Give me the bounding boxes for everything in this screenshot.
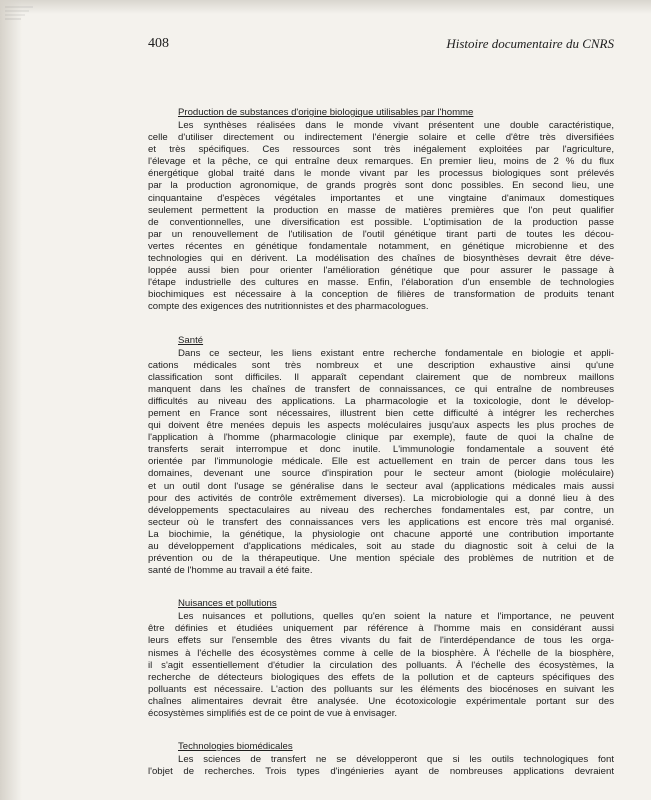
section-1 — [148, 330, 614, 578]
paragraph-line: domaines, devenant une source d'inspiration pour le secteur amont (biologie moléculaire) — [148, 468, 614, 480]
paragraph-line: prévention ou de la thérapeutique. Une mention spéciale des problèmes de nutrition et de — [148, 553, 614, 565]
section-0 — [148, 102, 614, 314]
paragraph-line: énergétique global traité dans le monde vivant par les processus biologiques sont prélevés — [148, 168, 614, 180]
page-header — [148, 36, 614, 56]
paragraph-line: leurs effets sur l'ensemble des êtres vivants du fait de l'interdépendance de tous les orga- — [148, 635, 614, 647]
paragraph-line: il s'agit essentiellement d'étudier la circulation des polluants. À l'échelle des écosystèmes, la — [148, 659, 614, 671]
section-heading: Production de substances d'origine biologique utilisables par l'homme — [178, 107, 474, 118]
scan-registration-mark — [0, 0, 46, 46]
paragraph-line: cations médicales sont très nombreux et une description exhaustive ainsi qu'une — [148, 359, 614, 371]
paragraph-line: de conventionnelles, une diversification est possible. L'optimisation de la production passe — [148, 216, 614, 228]
paragraph-line: l'élevage et la pêche, ce qui entraîne deux remarques. En premier lieu, moins de 2 % du flux — [148, 156, 614, 168]
paragraph-line: polluants est nécessaire. L'action des polluants sur les éléments des biocénoses en suivant les — [148, 683, 614, 695]
paragraph-line: chaînes alimentaires devrait être analysée. Une écotoxicologie expérimentale portant sur des — [148, 695, 614, 707]
paragraph-line: recherche de détecteurs biologiques des effets de la pollution et de capteurs spécifiques des — [148, 671, 614, 683]
page-number: 408 — [148, 36, 169, 51]
paragraph-line: l'application à l'homme (pharmacologie clinique par exemple), faute de quoi la chaîne de — [148, 432, 614, 444]
paragraph-line: nismes à l'échelle des écosystèmes comme à celle de la biosphère. À l'échelle de la biosphère, — [148, 647, 614, 659]
paragraph-line: et très spécifiques. Ces ressources sont très inégalement exploitées par l'agriculture, — [148, 144, 614, 156]
paragraph-line: pour des activités de contrôle extrêmement diverses). La microbiologie qui a donné lieu à des — [148, 492, 614, 504]
document-body — [148, 102, 614, 778]
paragraph-line: difficultés au niveau des applications. La pharmacologie et la toxicologie, dont le dévelop- — [148, 395, 614, 407]
section-3 — [148, 736, 614, 778]
document-page — [148, 36, 614, 794]
paragraph-line: développements spectaculaires au niveau des recherches fondamentales est, par contre, un — [148, 504, 614, 516]
paragraph-line: l'objet de recherches. Trois types d'ingénieries ayant de nombreuses applications devraient — [148, 766, 614, 778]
paragraph-line: manquent dans les chaînes de transfert de connaissances, ce qui entraîne de nombreuses — [148, 383, 614, 395]
paragraph-line: seulement permettent la production en masse de matières premières que l'on peut qualifier — [148, 204, 614, 216]
paragraph-line: par un renouvellement de l'utilisation de l'outil génétique tirant parti de toutes les décou- — [148, 228, 614, 240]
scan-shadow-left — [0, 0, 22, 800]
paragraph-line: La biochimie, la génétique, la physiologie ont chacune apporté une contribution importante — [148, 528, 614, 540]
paragraph-line: au développement d'applications médicales, soit au stade du diagnostic soit à celui de la — [148, 541, 614, 552]
paragraph-line: vertes récentes en génétique fondamentale notamment, en génétique microbienne et des — [148, 240, 614, 252]
paragraph-line: et un outil dont l'usage se généralise dans le secteur aval (applications médicales mais aussi — [148, 480, 614, 492]
section-2 — [148, 593, 614, 720]
paragraph-line: santé de l'homme au travail a été faite. — [148, 565, 313, 577]
paragraph-line: qui doivent être menées depuis les aspects moléculaires jusqu'aux aspects les plus proches de — [148, 420, 614, 432]
paragraph-line: Les nuisances et pollutions, quelles qu'en soient la nature et l'importance, ne peuvent — [178, 611, 614, 623]
section-heading: Santé — [178, 334, 204, 346]
paragraph-line: biochimiques est nécessaire à la conception de filières de transformation de produits tenant — [148, 289, 614, 301]
paragraph-line: technologies qui en dérivent. La modélisation des chaînes de biosynthèses devrait être déve- — [148, 253, 614, 265]
paragraph-line: transferts serait interrompue et donc inutile. L'immunologie fondamentale a souvent été — [148, 444, 614, 456]
paragraph-line: Les sciences de transfert ne se développeront que si les outils technologiques font — [178, 754, 614, 766]
paragraph-line: écosystèmes simplifiés est de ce point de vue à envisager. — [148, 708, 398, 720]
paragraph-line: pement en France sont nécessaires, illustrent bien cette difficulté à intégrer les recherches — [148, 407, 614, 419]
paragraph-line: Les synthèses réalisées dans le monde vivant présentent une double caractéristique, — [178, 120, 614, 131]
section-heading: Nuisances et pollutions — [178, 598, 277, 610]
section-heading: Technologies biomédicales — [178, 741, 293, 753]
paragraph-line: compte des exigences des nutritionnistes et des pharmacologues. — [148, 301, 429, 313]
running-title: Histoire documentaire du CNRS — [446, 36, 614, 51]
paragraph-line: Dans ce secteur, les liens existant entre recherche fondamentale en biologie et appli- — [178, 347, 614, 359]
paragraph-line: par la production agronomique, de grands progrès sont donc possibles. En second lieu, une — [148, 180, 614, 192]
scan-shadow-top — [0, 0, 651, 14]
paragraph-line: loppée aussi bien pour orienter l'amélioration génétique que pour assurer le passage à — [148, 265, 614, 277]
paragraph-line: l'étape industrielle des cultures en masse. Enfin, l'élaboration d'un ensemble de technologies — [148, 277, 614, 289]
paragraph-line: orientée par l'immunologie médicale. Elle est actuellement en train de percer dans tous les — [148, 456, 614, 468]
paragraph-line: classification sont difficiles. Il apparaît cependant clairement que de nombreux maillons — [148, 371, 614, 383]
paragraph-line: cinquantaine d'espèces végétales importantes et une vingtaine d'animaux domestiques — [148, 192, 614, 204]
paragraph-line: secteur où le transfert des connaissances vers les applications est encore très mal organisé. — [148, 516, 614, 528]
paragraph-line: celle d'utiliser directement ou indirectement l'énergie solaire et celle d'être très diversifiées — [148, 132, 614, 144]
paragraph-line: être définies et étudiées uniquement par référence à l'homme mais en considérant aussi — [148, 623, 614, 635]
